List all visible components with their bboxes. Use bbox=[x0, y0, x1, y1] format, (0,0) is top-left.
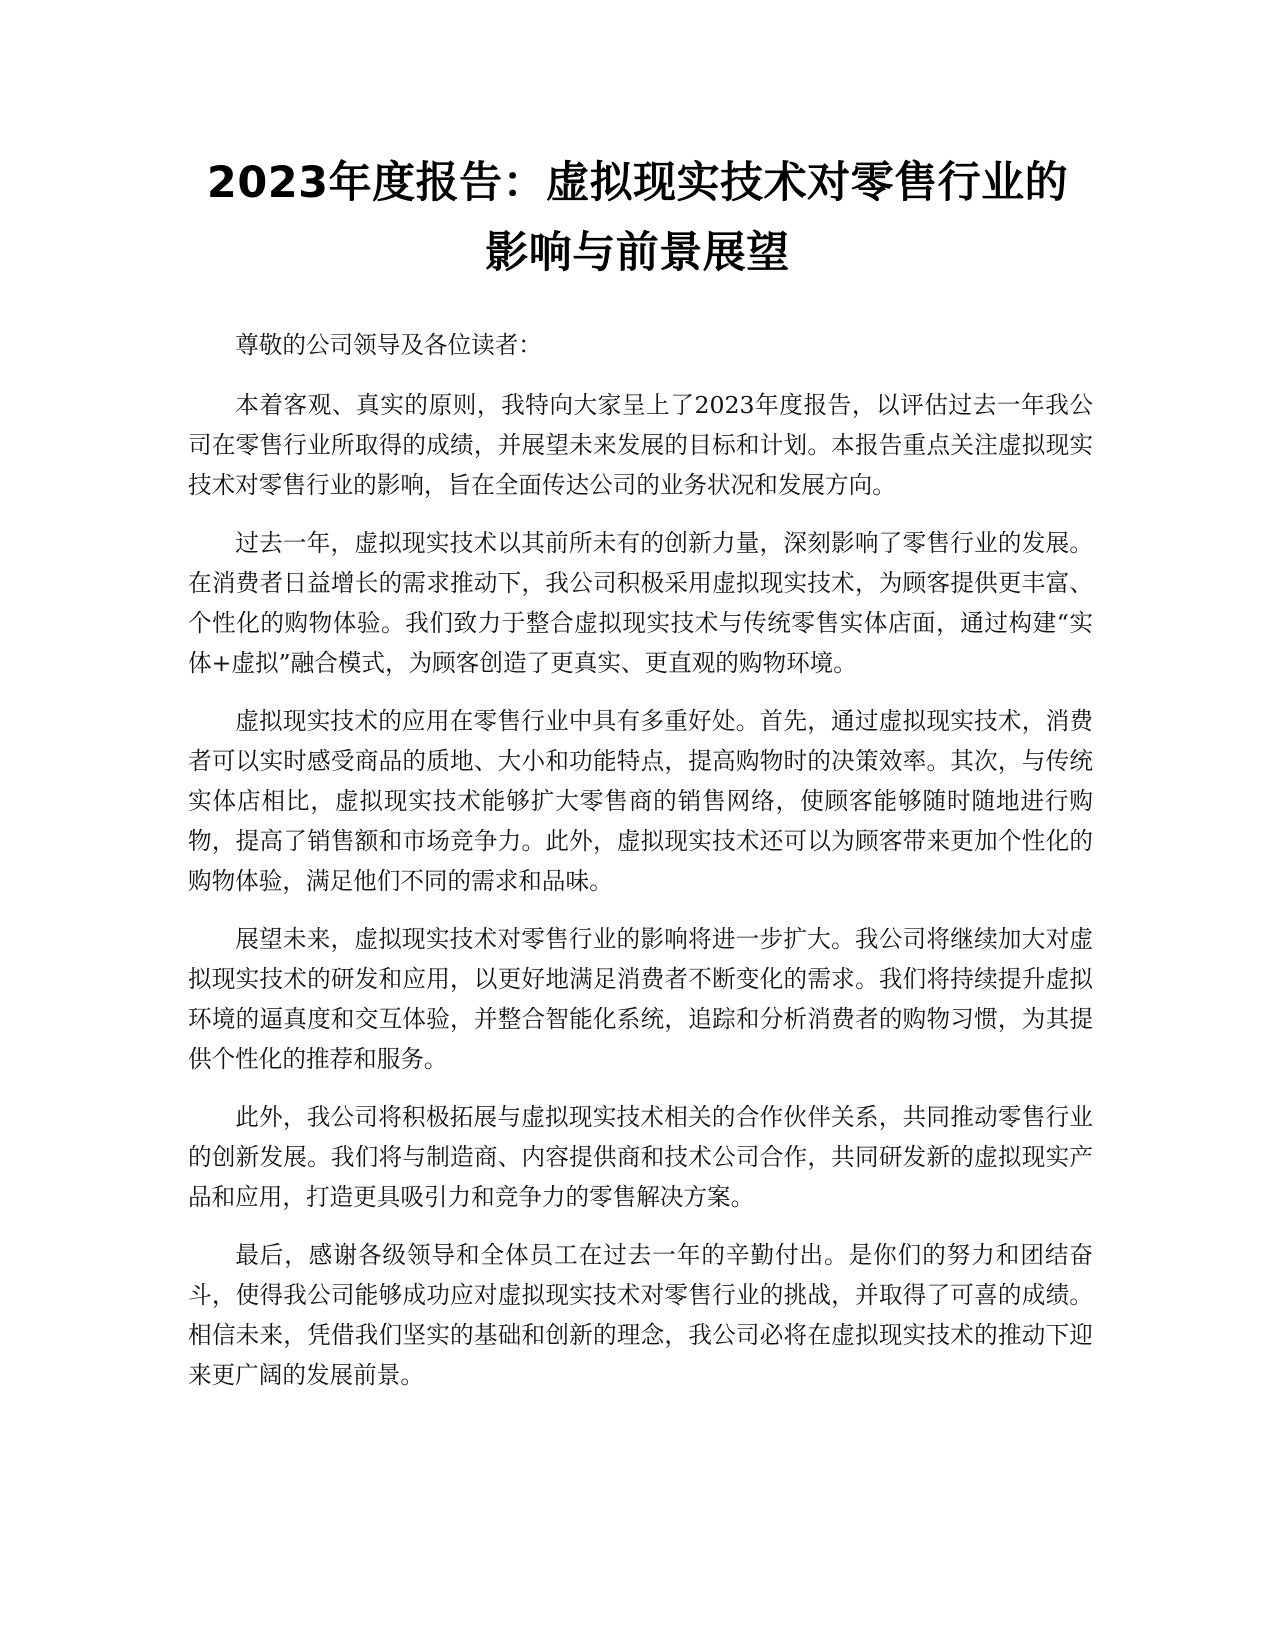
title-line-2: 影响与前景展望 bbox=[485, 228, 790, 278]
outlook-paragraph: 展望未来，虚拟现实技术对零售行业的影响将进一步扩大。我公司将继续加大对虚拟现实技术的研发和应用，以更好地满足消费者不断变化的需求。我们将持续提升虚拟环境的逼真度和交互体验，并整合智能化系统，追踪和分析消费者的购物习惯，为其提供个性化的推荐和服务。 bbox=[188, 925, 1093, 1073]
partnership-paragraph: 此外，我公司将积极拓展与虚拟现实技术相关的合作伙伴关系，共同推动零售行业的创新发展。我们将与制造商、内容提供商和技术公司合作，共同研发新的虚拟现实产品和应用，打造更具吸引力和竞争力的零售解决方案。 bbox=[188, 1103, 1093, 1211]
closing-paragraph: 最后，感谢各级领导和全体员工在过去一年的辛勤付出。是你们的努力和团结奋斗，使得我公司能够成功应对虚拟现实技术对零售行业的挑战，并取得了可喜的成绩。相信未来，凭借我们坚实的基础和创新的理念，我公司必将在虚拟现实技术的推动下迎来更广阔的发展前景。 bbox=[188, 1241, 1093, 1389]
document-title bbox=[180, 148, 1095, 288]
intro-paragraph: 本着客观、真实的原则，我特向大家呈上了2023年度报告，以评估过去一年我公司在零售行业所取得的成绩，并展望未来发展的目标和计划。本报告重点关注虚拟现实技术对零售行业的影响，旨在全面传达公司的业务状况和发展方向。 bbox=[188, 391, 1093, 499]
benefits-paragraph: 虚拟现实技术的应用在零售行业中具有多重好处。首先，通过虚拟现实技术，消费者可以实时感受商品的质地、大小和功能特点，提高购物时的决策效率。其次，与传统实体店相比，虚拟现实技术能够扩大零售商的销售网络，使顾客能够随时随地进行购物，提高了销售额和市场竞争力。此外，虚拟现实技术还可以为顾客带来更加个性化的购物体验，满足他们不同的需求和品味。 bbox=[188, 707, 1093, 895]
title-line-1: 2023年度报告：虚拟现实技术对零售行业的 bbox=[206, 158, 1069, 208]
greeting-paragraph: 尊敬的公司领导及各位读者： bbox=[235, 331, 542, 359]
past-year-paragraph: 过去一年，虚拟现实技术以其前所未有的创新力量，深刻影响了零售行业的发展。在消费者日益增长的需求推动下，我公司积极采用虚拟现实技术，为顾客提供更丰富、个性化的购物体验。我们致力于整合虚拟现实技术与传统零售实体店面，通过构建“实体+虚拟”融合模式，为顾客创造了更真实、更直观的购物环境。 bbox=[188, 529, 1093, 677]
document-body bbox=[188, 325, 1093, 1413]
